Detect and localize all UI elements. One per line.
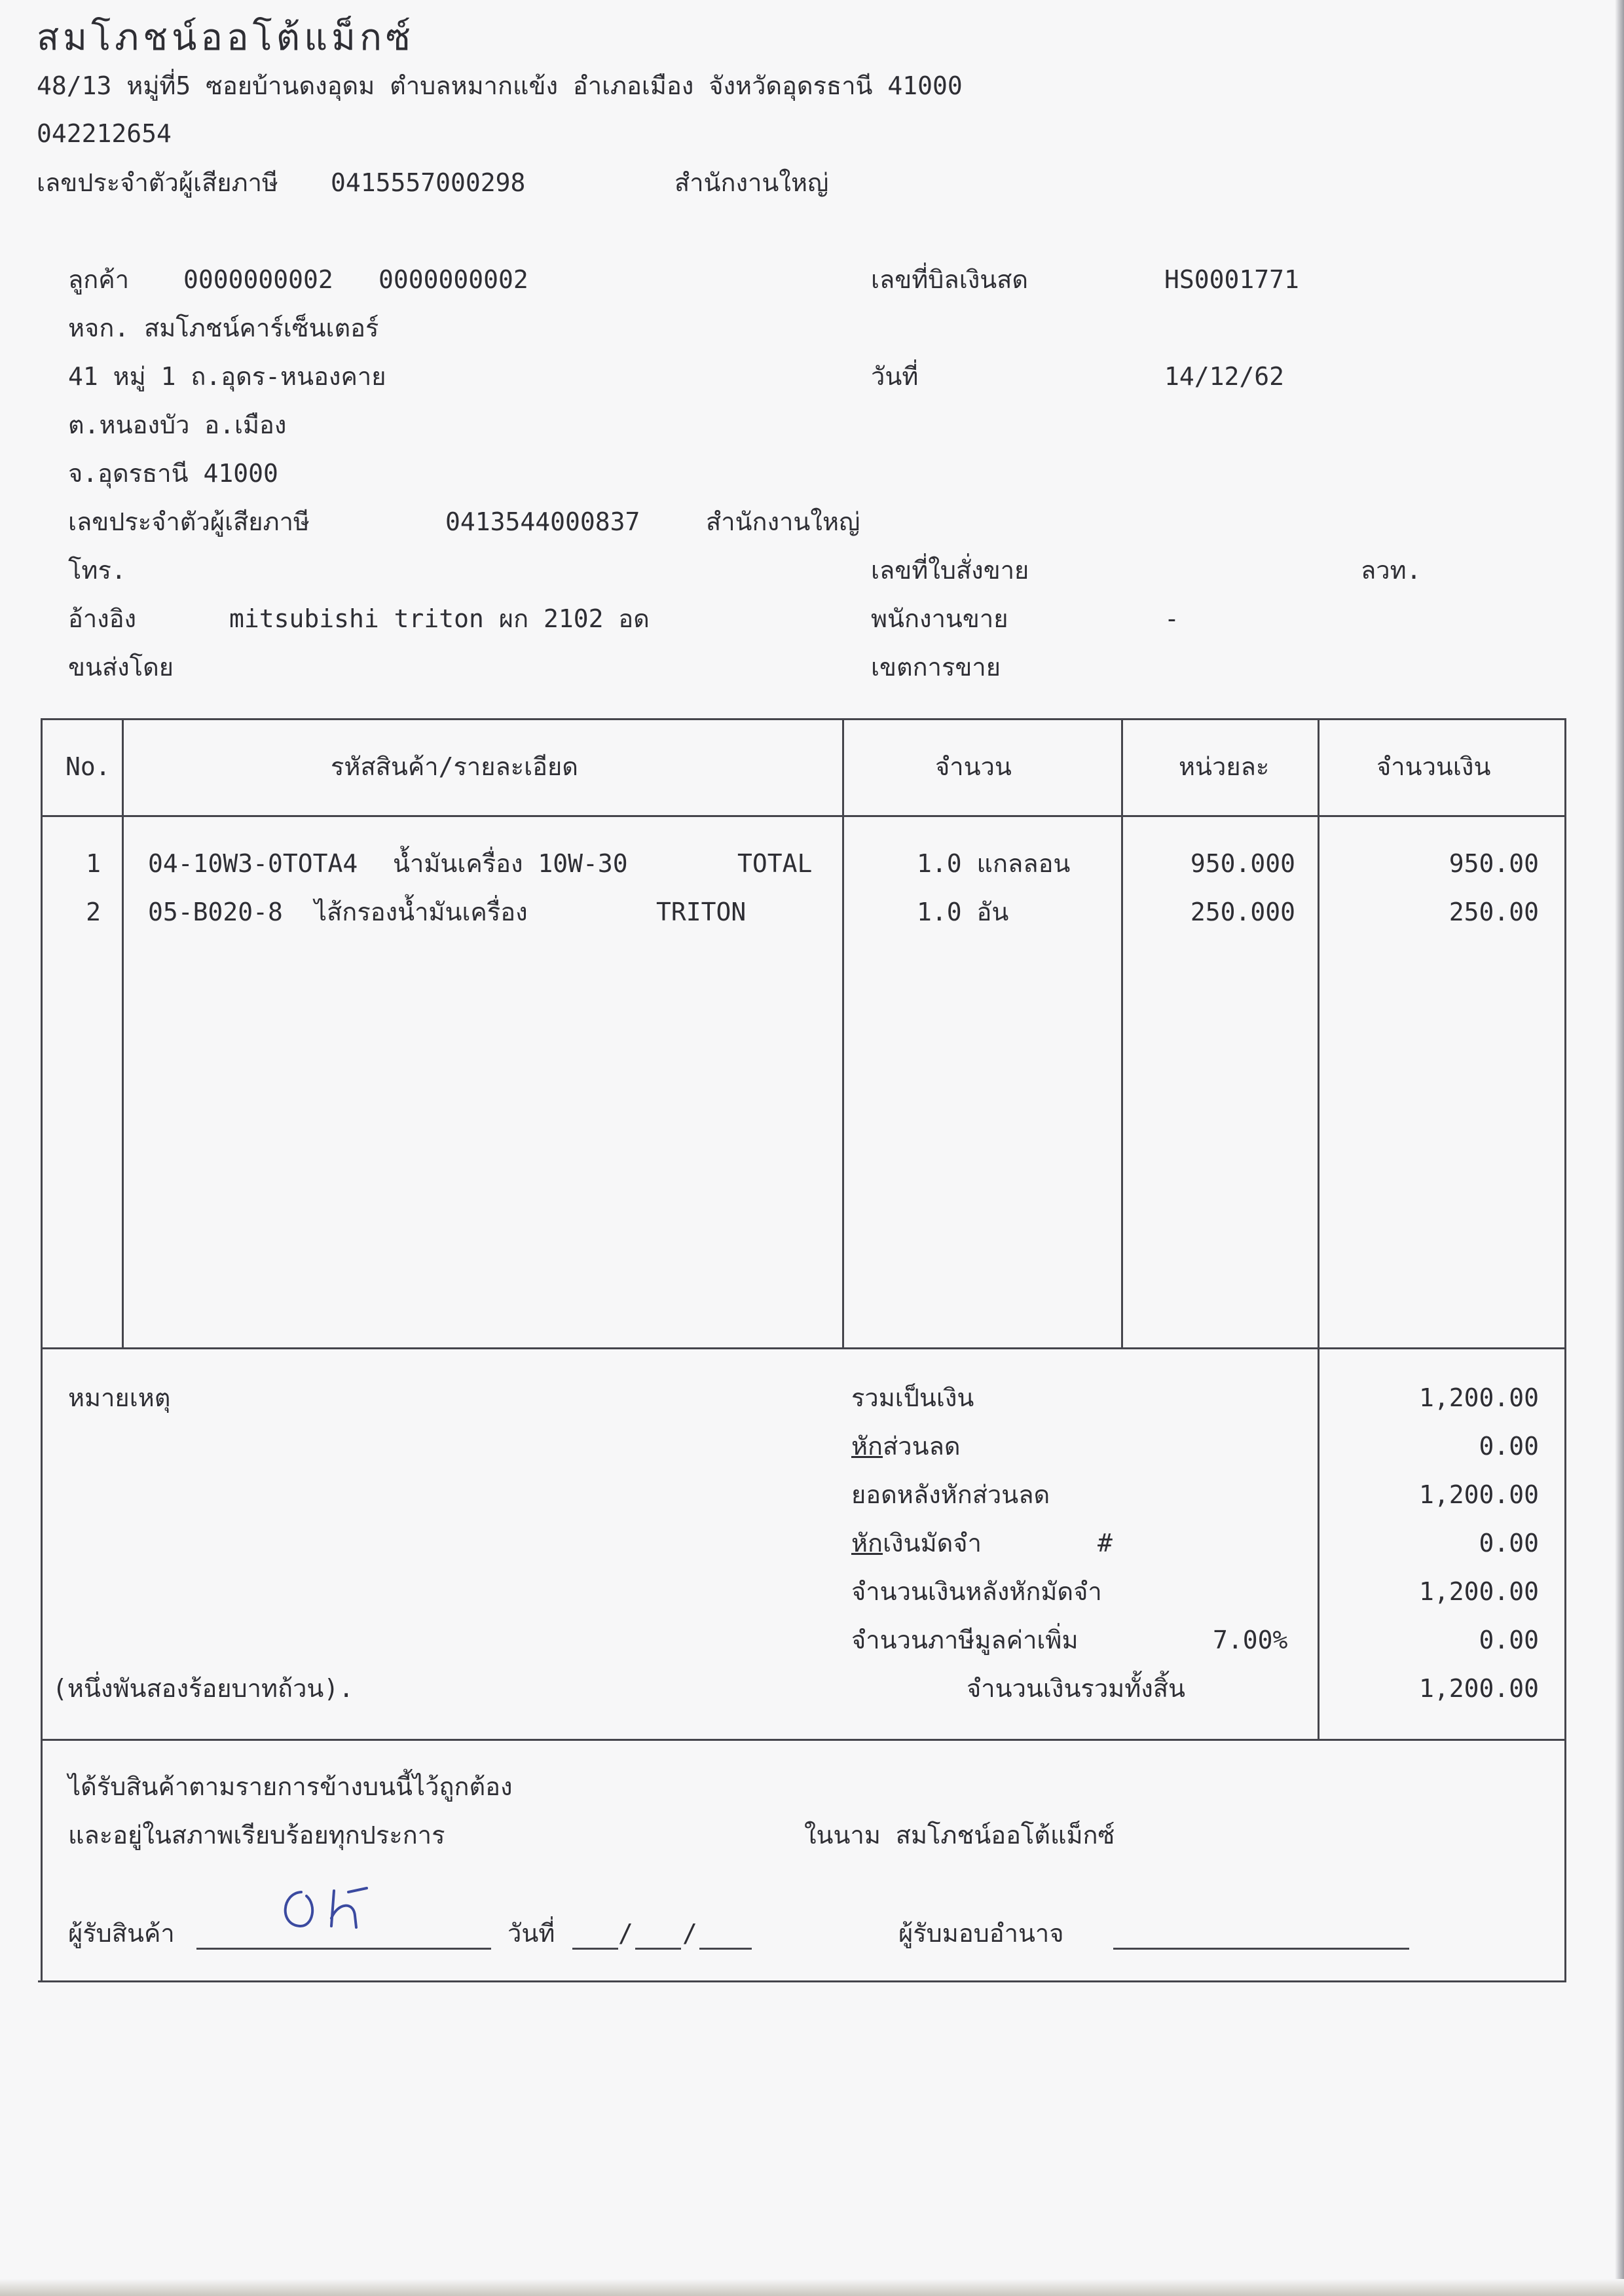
header-quantity: จำนวน xyxy=(935,752,1012,781)
scan-bottom-edge xyxy=(0,2279,1624,2296)
table-border-left xyxy=(41,718,43,1982)
grand-total-label: จำนวนเงินรวมทั้งสิ้น xyxy=(967,1674,1185,1703)
discount-prefix: หัก xyxy=(851,1432,883,1461)
on-behalf-of: ในนาม สมโภชน์ออโต้แม็กซ์ xyxy=(804,1821,1115,1850)
grand-total-value: 1,200.00 xyxy=(1418,1674,1539,1703)
deposit-prefix: หัก xyxy=(851,1529,883,1558)
authorized-signature-line xyxy=(1113,1948,1409,1950)
header-amount: จำนวนเงิน xyxy=(1376,752,1491,781)
customer-branch: สำนักงานใหญ่ xyxy=(706,507,860,536)
product-code: 04-10W3-0TOTA4 xyxy=(148,849,358,878)
unit-price: 950.000 xyxy=(1190,849,1295,878)
company-branch: สำนักงานใหญ่ xyxy=(674,168,829,197)
column-divider-1 xyxy=(122,718,124,1349)
customer-phone-label: โทร. xyxy=(68,556,126,585)
reference-label: อ้างอิง xyxy=(68,604,137,633)
quantity: 1.0 อัน xyxy=(917,898,1009,926)
invoice-number: HS0001771 xyxy=(1164,265,1299,294)
customer-code-2: 0000000002 xyxy=(378,265,528,294)
discount-value: 0.00 xyxy=(1479,1432,1539,1461)
invoice-number-label: เลขที่บิลเงินสด xyxy=(871,265,1029,294)
column-divider-4 xyxy=(1318,718,1320,1741)
customer-taxid: 0413544000837 xyxy=(445,507,640,536)
customer-code-1: 0000000002 xyxy=(183,265,333,294)
after-discount-value: 1,200.00 xyxy=(1418,1480,1539,1509)
unit-price: 250.000 xyxy=(1190,898,1295,926)
product-description: ไส้กรองน้ำมันเครื่อง xyxy=(314,898,528,926)
company-address: 48/13 หมู่ที่5 ซอยบ้านดงอุดม ตำบลหมากแข้ง อำเภอเมือง จังหวัดอุดรธานี 41000 xyxy=(37,71,963,100)
deposit-hash: # xyxy=(1098,1529,1113,1558)
sales-area-label: เขตการขาย xyxy=(871,653,1001,682)
deposit-label xyxy=(851,1531,982,1556)
header-no: No. xyxy=(65,752,111,781)
receipt-confirmation-line-2: และอยู่ในสภาพเรียบร้อยทุกประการ xyxy=(68,1821,445,1850)
invoice-date: 14/12/62 xyxy=(1164,362,1285,391)
receive-date-label: วันที่ xyxy=(507,1919,555,1948)
customer-name: หจก. สมโภชน์คาร์เซ็นเตอร์ xyxy=(68,314,379,342)
after-deposit-label: จำนวนเงินหลังหักมัดจำ xyxy=(851,1577,1102,1606)
date-slash-2: / xyxy=(682,1919,697,1948)
product-code: 05-B020-8 xyxy=(148,898,283,926)
customer-address-line-3: จ.อุดรธานี 41000 xyxy=(68,459,278,488)
date-slash-1: / xyxy=(618,1919,633,1948)
authorized-label: ผู้รับมอบอำนาจ xyxy=(898,1919,1064,1948)
product-description: น้ำมันเครื่อง 10W-30 xyxy=(393,849,628,878)
company-phone: 042212654 xyxy=(37,119,172,148)
invoice-date-label: วันที่ xyxy=(871,362,919,391)
header-product: รหัสสินค้า/รายละเอียด xyxy=(331,752,578,781)
deposit-value: 0.00 xyxy=(1479,1529,1539,1558)
company-taxid-label: เลขประจำตัวผู้เสียภาษี xyxy=(37,168,278,197)
vat-value: 0.00 xyxy=(1479,1626,1539,1654)
page-edge-shadow xyxy=(1615,0,1624,2296)
handwritten-signature xyxy=(275,1879,393,1938)
salesperson-value: - xyxy=(1164,604,1179,633)
table-border-right xyxy=(1564,718,1566,1982)
subtotal-value: 1,200.00 xyxy=(1418,1383,1539,1412)
product-brand: TOTAL xyxy=(737,849,813,878)
header-unit-price: หน่วยละ xyxy=(1179,752,1270,781)
salesperson-label: พนักงานขาย xyxy=(871,604,1008,633)
vat-label: จำนวนภาษีมูลค่าเพิ่ม xyxy=(851,1626,1079,1654)
sales-order-code: ลวท. xyxy=(1361,556,1422,585)
discount-text: ส่วนลด xyxy=(883,1432,961,1461)
after-deposit-value: 1,200.00 xyxy=(1418,1577,1539,1606)
amount-in-words: (หนึ่งพันสองร้อยบาทถ้วน). xyxy=(52,1674,354,1703)
date-blank-day xyxy=(572,1948,618,1950)
deposit-text: เงินมัดจำ xyxy=(883,1529,982,1558)
discount-label xyxy=(851,1434,961,1459)
receiver-label: ผู้รับสินค้า xyxy=(68,1919,175,1948)
line-amount: 950.00 xyxy=(1449,849,1539,878)
customer-address-line-1: 41 หมู่ 1 ถ.อุดร-หนองคาย xyxy=(68,362,386,391)
remark-label: หมายเหตุ xyxy=(68,1383,171,1412)
line-amount: 250.00 xyxy=(1449,898,1539,926)
product-brand: TRITON xyxy=(656,898,747,926)
receiver-signature-line xyxy=(196,1948,491,1950)
receipt-confirmation-line-1: ได้รับสินค้าตามรายการข้างบนนี้ไว้ถูกต้อง xyxy=(68,1772,513,1801)
sales-order-label: เลขที่ใบสั่งขาย xyxy=(871,556,1029,585)
table-body-separator xyxy=(41,1347,1566,1349)
quantity: 1.0 แกลลอน xyxy=(917,849,1071,878)
row-number: 1 xyxy=(86,849,101,878)
column-divider-2 xyxy=(842,718,844,1349)
table-border-top xyxy=(41,718,1566,720)
shipping-label: ขนส่งโดย xyxy=(68,653,174,682)
reference-value: mitsubishi triton ผก 2102 อด xyxy=(229,604,650,633)
table-border-bottom xyxy=(38,1980,1566,1982)
vat-rate: 7.00% xyxy=(1213,1626,1288,1654)
company-taxid: 0415557000298 xyxy=(331,168,526,197)
customer-label: ลูกค้า xyxy=(68,265,130,294)
customer-taxid-label: เลขประจำตัวผู้เสียภาษี xyxy=(68,507,310,536)
subtotal-label: รวมเป็นเงิน xyxy=(851,1383,974,1412)
table-header-separator xyxy=(41,815,1566,817)
row-number: 2 xyxy=(86,898,101,926)
date-blank-month xyxy=(635,1948,681,1950)
company-name: สมโภชน์ออโต้แม็กซ์ xyxy=(37,16,415,59)
date-blank-year xyxy=(699,1948,752,1950)
summary-separator xyxy=(41,1739,1566,1741)
customer-address-line-2: ต.หนองบัว อ.เมือง xyxy=(68,410,287,439)
column-divider-3 xyxy=(1121,718,1123,1349)
after-discount-label: ยอดหลังหักส่วนลด xyxy=(851,1480,1050,1509)
